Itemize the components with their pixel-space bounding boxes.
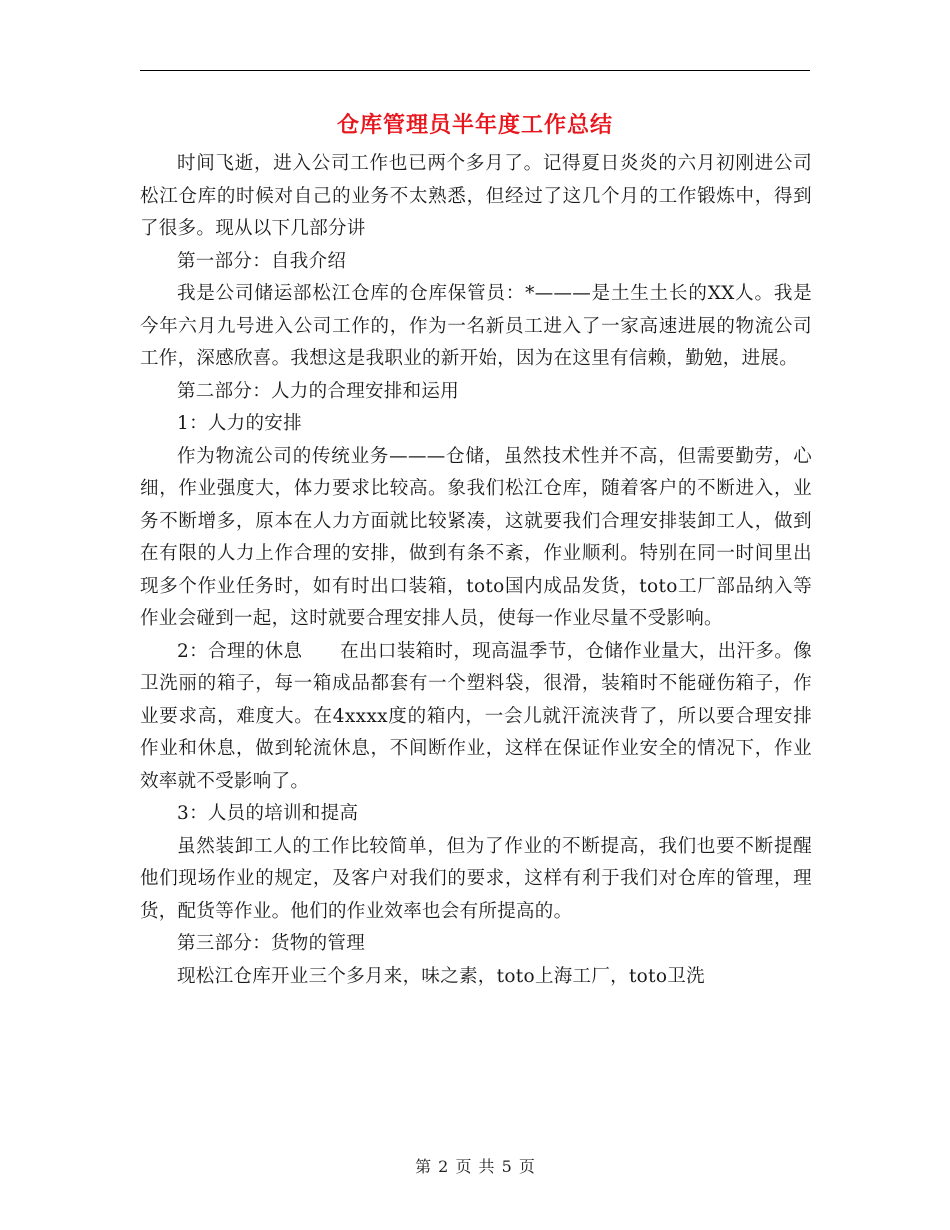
document-title: 仓库管理员半年度工作总结 [336,112,613,138]
document-body [140,148,812,993]
paragraph-staffing: 作为物流公司的传统业务———仓储，虽然技术性并不高，但需要勤劳，心细，作业强度大，体力要求比较高。象我们松江仓库，随着客户的不断进入，业务不断增多，原本在人力方面就比较紧凑，这就要我们合理安排装卸工人，做到在有限的人力上作合理的安排，做到有条不紊，作业顺利。特别在同一时间里出现多个作业任务时，如有时出口装箱，toto国内成品发货，toto工厂部品纳入等作业会碰到一起，这时就要合理安排人员，使每一作业尽量不受影响。 [140,445,812,629]
paragraph-self-intro: 我是公司储运部松江仓库的仓库保管员：*———是土生土长的XX人。我是今年六月九号进入公司工作的，作为一名新员工进入了一家高速进展的物流公司工作，深感欣喜。我想这是我职业的新开始，因为在这里有信赖，勤勉，进展。 [140,283,812,369]
subheading-3: 3：人员的培训和提高 [177,803,359,824]
header-rule [140,70,810,71]
page-number: 第 2 页 共 5 页 [415,1157,535,1176]
section-heading-1: 第一部分：自我介绍 [177,250,347,272]
paragraph-training: 虽然装卸工人的工作比较简单，但为了作业的不断提高，我们也要不断提醒他们现场作业的规定，及客户对我们的要求，这样有利于我们对仓库的管理，理货，配货等作业。他们的作业效率也会有所提高的。 [140,835,812,922]
section-heading-3: 第三部分：货物的管理 [177,933,366,954]
subheading-1: 1：人力的安排 [177,413,302,434]
paragraph-rest: 2：合理的休息 在出口装箱时，现高温季节，仓储作业量大，出汗多。像卫洗丽的箱子，每一箱成品都套有一个塑料袋，很滑，装箱时不能碰伤箱子，作业要求高，难度大。在4xxxx度的箱内，一会儿就汗流浃背了，所以要合理安排作业和休息，做到轮流休息，不间断作业，这样在保证作业安全的情况下，作业效率就不受影响了。 [140,640,812,792]
paragraph-goods: 现松江仓库开业三个多月来，味之素，toto上海工厂，toto卫洗 [177,965,705,987]
paragraph-intro: 时间飞逝，进入公司工作也已两个多月了。记得夏日炎炎的六月初刚进公司松江仓库的时候对自己的业务不太熟悉，但经过了这几个月的工作锻炼中，得到了很多。现从以下几部分讲 [140,153,812,239]
section-heading-2: 第二部分：人力的合理安排和运用 [177,380,460,402]
